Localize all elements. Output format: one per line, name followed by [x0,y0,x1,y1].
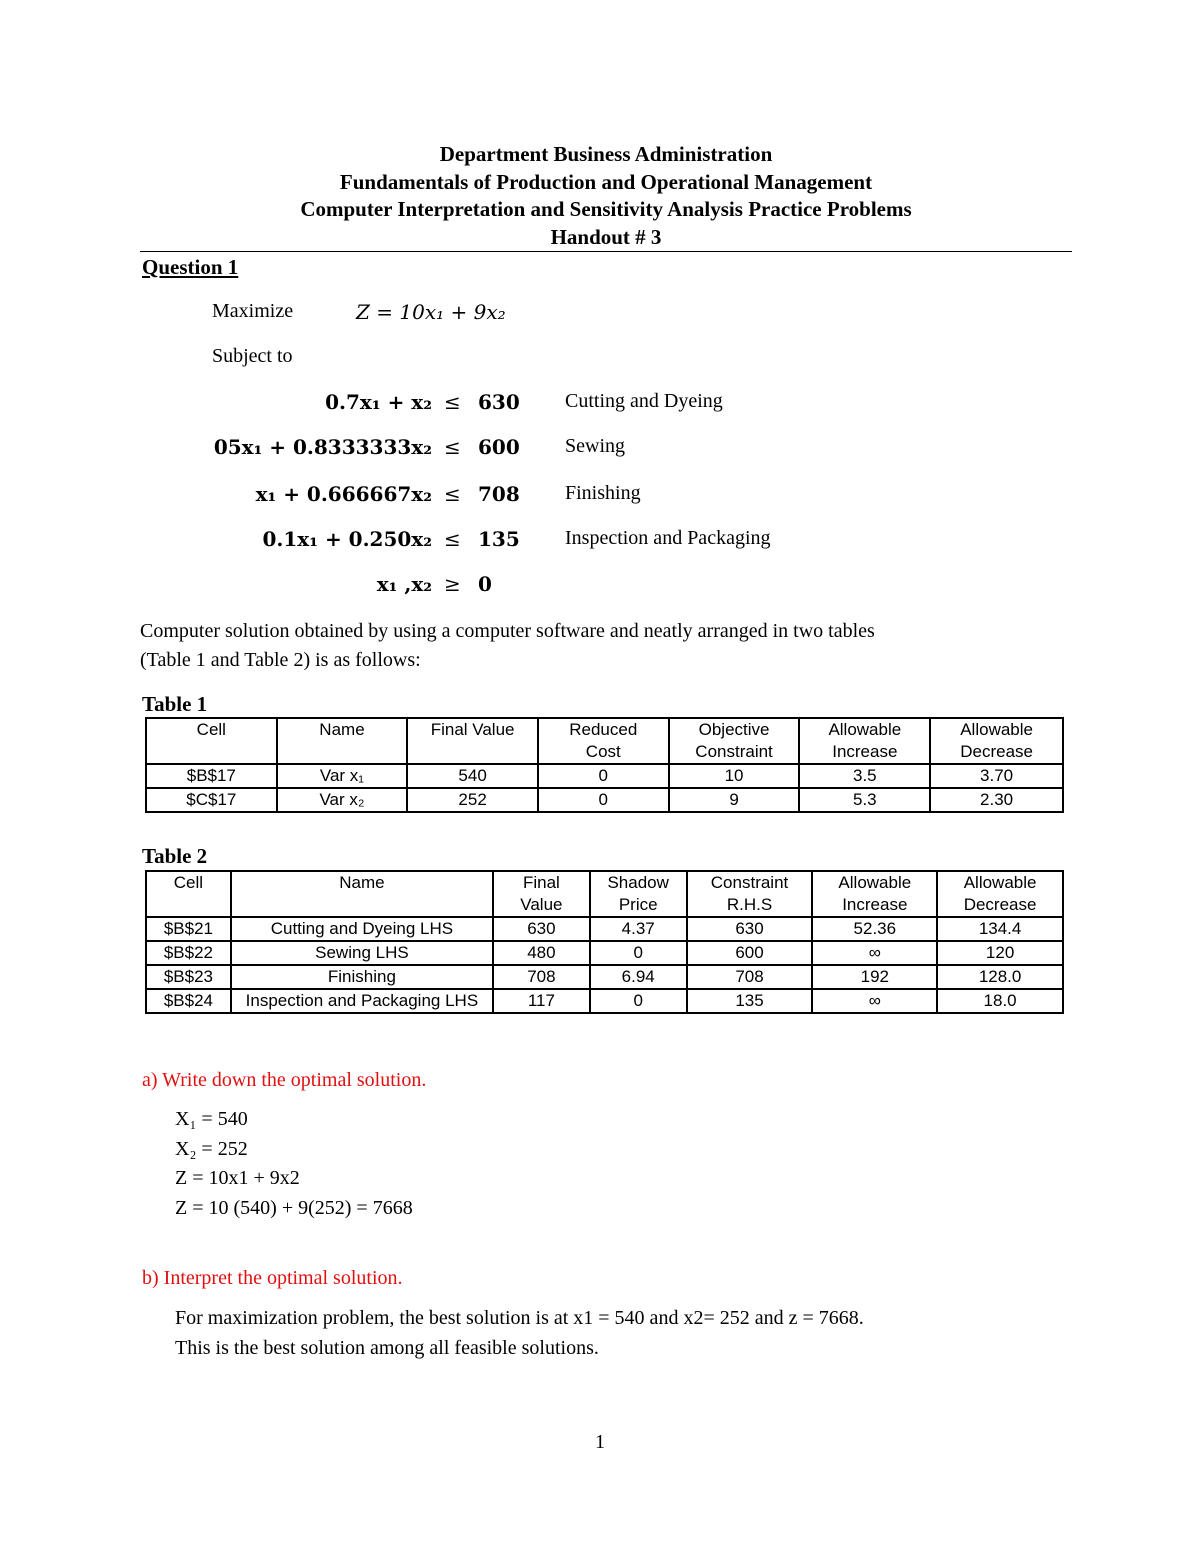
table1-header-cell [277,718,408,764]
table-cell: ∞ [812,941,937,965]
header-course: Fundamentals of Production and Operational Management [339,169,873,194]
answer-line: Z = 10x1 + 9x2 [175,1167,300,1189]
constraint-row [0,572,1200,602]
table-cell: 708 [687,965,813,989]
header-text: Decrease [960,742,1033,761]
header-text: Constraint [710,873,789,892]
constraint-rhs: 600 [478,435,520,459]
table-cell: $B$23 [146,965,231,989]
header-text: Final [522,873,560,892]
table2-header-cell [146,871,231,917]
intro-line-2: (Table 1 and Table 2) is as follows: [140,649,421,671]
constraint-rhs: 135 [478,527,520,551]
table-cell: Sewing LHS [231,941,493,965]
header-text: Cell [196,720,226,739]
table-cell: $B$17 [146,764,277,788]
table-cell: Var x₁ [277,764,408,788]
subject-to-label: Subject to [212,345,293,367]
table1-header-cell [407,718,538,764]
document-header [140,141,1072,251]
part-b-answer [175,1304,864,1363]
header-text: Value [520,895,563,914]
table2-header-cell [687,871,813,917]
header-text: Allowable [838,873,912,892]
part-a-answer [175,1105,413,1223]
answer-line: For maximization problem, the best solution is at x1 = 540 and x2= 252 and z = 7668. [175,1307,864,1329]
header-topic: Computer Interpretation and Sensitivity Analysis Practice Problems [300,197,912,221]
constraint-name: Inspection and Packaging [565,527,771,549]
intro-paragraph [140,617,1060,675]
header-text: Shadow [607,873,669,892]
table-cell: $B$24 [146,989,231,1013]
table-cell: 18.0 [937,989,1063,1013]
table-cell: 2.30 [930,788,1063,812]
header-text: Cost [585,742,621,761]
answer-line: X₂ = 252 [175,1137,248,1160]
header-text: R.H.S [726,895,773,914]
header-text: Final Value [430,720,515,739]
header-divider [140,251,1072,252]
table-row [146,941,1063,965]
header-text: Constraint [695,742,773,761]
table-cell: $B$21 [146,917,231,941]
constraint-lhs: 05x₁ + 0.8333333x₂ [213,435,432,459]
header-text: Allowable [963,873,1037,892]
table-cell: 0 [590,989,687,1013]
table-cell: 120 [937,941,1063,965]
table-cell: $C$17 [146,788,277,812]
table-cell: ∞ [812,989,937,1013]
constraint-operator: ≤ [444,482,461,506]
table-cell: Cutting and Dyeing LHS [231,917,493,941]
header-text: Increase [832,742,898,761]
table1-header-row [146,718,1063,764]
header-text: Name [319,720,365,739]
table-cell: 708 [493,965,590,989]
maximize-label: Maximize [212,300,294,322]
page-number: 1 [595,1431,605,1453]
answer-line: Z = 10 (540) + 9(252) = 7668 [175,1196,413,1219]
table-row [146,989,1063,1013]
table-cell: Inspection and Packaging LHS [231,989,493,1013]
constraint-name: Cutting and Dyeing [565,390,723,412]
table-cell: $B$22 [146,941,231,965]
table2 [145,870,1064,1014]
header-text: Cell [173,873,204,892]
table-cell: 3.70 [930,764,1063,788]
answer-line: X₁ = 540 [175,1108,248,1130]
table-row [146,917,1063,941]
constraint-rhs: 708 [478,482,520,506]
table-cell: 5.3 [799,788,930,812]
constraint-lhs: x₁ + 0.666667x₂ [255,482,432,506]
question-title: Question 1 [142,255,239,279]
header-department: Department Business Administration [439,142,773,166]
table-cell: 6.94 [590,965,687,989]
constraint-lhs: 0.7x₁ + x₂ [325,390,432,414]
header-text: Allowable [960,720,1033,739]
constraint-lhs: x₁ ,x₂ [376,572,432,596]
table-cell: 9 [669,788,800,812]
table-cell: 630 [493,917,590,941]
table1-header-cell [146,718,277,764]
table-cell: 630 [687,917,813,941]
table-cell: 192 [812,965,937,989]
constraint-name: Finishing [565,482,641,504]
table-cell: 0 [538,764,669,788]
table-row [146,788,1063,812]
table-cell: 252 [407,788,538,812]
table2-header-cell [812,871,937,917]
table-cell: 128.0 [937,965,1063,989]
table-cell: 0 [538,788,669,812]
answer-line: This is the best solution among all feasible solutions. [175,1336,599,1359]
table1-header-cell [930,718,1063,764]
table1-title: Table 1 [142,692,208,716]
constraint-rhs: 0 [478,572,492,596]
table1 [145,717,1064,813]
table-row [146,965,1063,989]
table-cell: 134.4 [937,917,1063,941]
table-cell: 480 [493,941,590,965]
constraint-row [0,435,1200,465]
constraint-rhs: 630 [478,390,520,414]
table2-header-cell [493,871,590,917]
constraint-name: Sewing [565,435,625,457]
constraint-operator: ≤ [444,390,461,414]
table-cell: 52.36 [812,917,937,941]
part-b-question: b) Interpret the optimal solution. [142,1267,403,1289]
table-cell: 540 [407,764,538,788]
table-cell: 600 [687,941,813,965]
constraint-row [0,527,1200,557]
table-cell: Var x₂ [277,788,408,812]
header-text: Allowable [828,720,902,739]
table2-header-cell [937,871,1063,917]
table-cell: 10 [669,764,800,788]
table-cell: 4.37 [590,917,687,941]
constraint-lhs: 0.1x₁ + 0.250x₂ [262,527,432,551]
header-text: Name [339,873,385,892]
constraint-row [0,390,1200,420]
header-text: Reduced [569,720,638,739]
table1-header-cell [799,718,930,764]
table-row [146,764,1063,788]
objective-function: Z = 10x₁ + 9x₂ [356,300,506,324]
table-cell: 117 [493,989,590,1013]
header-text: Price [618,895,658,914]
table-cell: 135 [687,989,813,1013]
table2-header-cell [231,871,493,917]
constraint-operator: ≥ [444,572,461,596]
header-text: Increase [842,895,908,914]
table2-header-row [146,871,1063,917]
table-cell: 0 [590,941,687,965]
table1-header-cell [669,718,800,764]
constraint-operator: ≤ [444,435,461,459]
header-handout: Handout # 3 [550,224,662,249]
intro-line-1: Computer solution obtained by using a computer software and neatly arranged in two tables [140,620,875,642]
header-text: Decrease [963,895,1037,914]
part-a-question: a) Write down the optimal solution. [142,1069,427,1091]
header-text: Objective [698,720,770,739]
table1-header-cell [538,718,669,764]
table2-header-cell [590,871,687,917]
table2-title: Table 2 [142,844,208,868]
constraint-row [0,482,1200,512]
table-cell: 3.5 [799,764,930,788]
constraint-operator: ≤ [444,527,461,551]
table-cell: Finishing [231,965,493,989]
